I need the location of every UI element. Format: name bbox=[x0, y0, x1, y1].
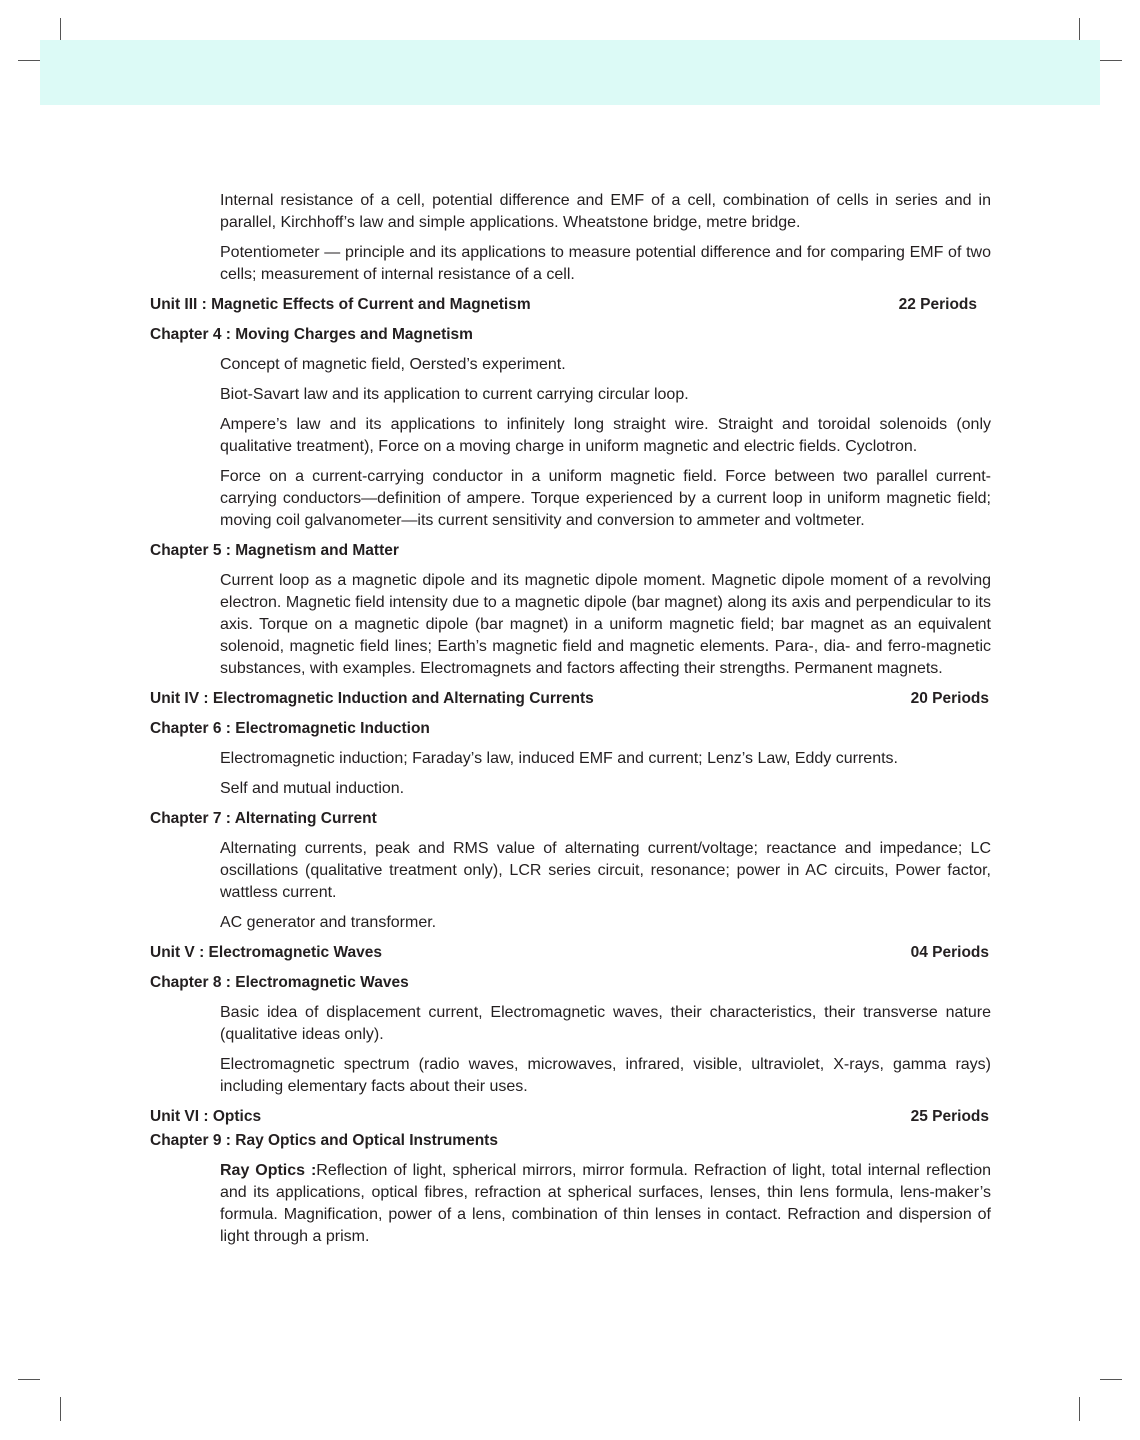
paragraph: Electromagnetic induction; Faraday’s law, induced EMF and current; Lenz’s Law, Eddy currents. bbox=[220, 750, 898, 767]
crop-mark-top-right-horizontal bbox=[1100, 60, 1122, 61]
unit-periods: 22 Periods bbox=[898, 296, 977, 313]
chapter-title: Chapter 4 : Moving Charges and Magnetism bbox=[150, 326, 473, 343]
chapter-title: Chapter 6 : Electromagnetic Induction bbox=[150, 720, 430, 737]
header-band bbox=[40, 40, 1100, 105]
unit-heading bbox=[150, 294, 991, 316]
chapter-heading bbox=[150, 540, 991, 562]
unit-heading bbox=[150, 1106, 991, 1128]
crop-mark-bottom-left-vertical bbox=[60, 1397, 61, 1421]
ray-optics-text: Reflection of light, spherical mirrors, mirror formula. Refraction of light, total internal reflection and its applications, optical fibres, refraction at spherical surfaces, lenses, thin lens formula, lens-maker’s formula. Magnification, power of a lens, combination of thin lenses in contact. Refraction and dispersion of light through a prism. bbox=[220, 1162, 992, 1245]
ray-optics-lead: Ray Optics : bbox=[220, 1162, 317, 1179]
paragraph: Concept of magnetic field, Oersted’s experiment. bbox=[220, 356, 566, 373]
paragraph: Force on a current-carrying conductor in a uniform magnetic field. Force between two parallel current-carrying conductors—definition of ampere. Torque experienced by a current loop in uniform magnetic field; moving coil galvanometer—its current sensitivity and conversion to ammeter and voltmeter. bbox=[220, 468, 991, 529]
crop-mark-top-left-vertical bbox=[60, 18, 61, 42]
unit-title: Unit III : Magnetic Effects of Current and Magnetism bbox=[150, 296, 531, 313]
crop-mark-bottom-right-vertical bbox=[1079, 1397, 1080, 1421]
chapter-heading bbox=[150, 324, 991, 346]
unit-title: Unit V : Electromagnetic Waves bbox=[150, 944, 382, 961]
paragraph: Basic idea of displacement current, Electromagnetic waves, their characteristics, their transverse nature (qualitative ideas only). bbox=[220, 1004, 991, 1043]
unit-title: Unit VI : Optics bbox=[150, 1108, 262, 1125]
paragraph: Alternating currents, peak and RMS value of alternating current/voltage; reactance and impedance; LC oscillations (qualitative treatment only), LCR series circuit, resonance; power in AC circuits, Power factor, wattless current. bbox=[220, 840, 991, 901]
paragraph: Current loop as a magnetic dipole and its magnetic dipole moment. Magnetic dipole moment of a revolving electron. Magnetic field intensity due to a magnetic dipole (bar magnet) along its axis and perpendicular to its axis. Torque on a magnetic dipole (bar magnet) in a uniform magnetic field; bar magnet as an equivalent solenoid, magnetic field lines; Earth’s magnetic field and magnetic elements. Para-, dia- and ferro-magnetic substances, with examples. Electromagnets and factors affecting their strengths. Permanent magnets. bbox=[220, 572, 991, 677]
unit-periods: 04 Periods bbox=[910, 944, 989, 961]
chapter-title: Chapter 7 : Alternating Current bbox=[150, 810, 377, 827]
chapter-heading bbox=[150, 972, 991, 994]
unit-heading bbox=[150, 942, 991, 964]
paragraph: Biot-Savart law and its application to current carrying circular loop. bbox=[220, 386, 689, 403]
chapter-title: Chapter 8 : Electromagnetic Waves bbox=[150, 974, 409, 991]
paragraph: Electromagnetic spectrum (radio waves, microwaves, infrared, visible, ultraviolet, X-rays, gamma rays) including elementary facts about their uses. bbox=[220, 1056, 991, 1095]
crop-mark-top-right-vertical bbox=[1079, 18, 1080, 42]
syllabus-content bbox=[150, 190, 991, 1256]
chapter-heading bbox=[150, 718, 991, 740]
crop-mark-bottom-right-horizontal bbox=[1100, 1379, 1122, 1380]
unit-title: Unit IV : Electromagnetic Induction and Alternating Currents bbox=[150, 690, 594, 707]
paragraph: Potentiometer — principle and its applications to measure potential difference and for comparing EMF of two cells; measurement of internal resistance of a cell. bbox=[220, 244, 991, 283]
crop-mark-top-left-horizontal bbox=[18, 60, 40, 61]
chapter-heading bbox=[150, 1130, 991, 1152]
unit-periods: 20 Periods bbox=[910, 690, 989, 707]
paragraph: Self and mutual induction. bbox=[220, 780, 405, 797]
chapter-title: Chapter 5 : Magnetism and Matter bbox=[150, 542, 399, 559]
chapter-title: Chapter 9 : Ray Optics and Optical Instruments bbox=[150, 1132, 498, 1149]
unit-periods: 25 Periods bbox=[910, 1108, 989, 1125]
paragraph-ray-optics bbox=[220, 1160, 991, 1248]
paragraph: AC generator and transformer. bbox=[220, 914, 437, 931]
paragraph: Ampere’s law and its applications to infinitely long straight wire. Straight and toroidal solenoids (only qualitative treatment), Force on a moving charge in uniform magnetic and electric fields. Cyclotron. bbox=[220, 416, 991, 455]
unit-heading bbox=[150, 688, 991, 710]
crop-mark-bottom-left-horizontal bbox=[18, 1379, 40, 1380]
paragraph: Internal resistance of a cell, potential difference and EMF of a cell, combination of cells in series and in parallel, Kirchhoff’s law and simple applications. Wheatstone bridge, metre bridge. bbox=[220, 192, 991, 231]
chapter-heading bbox=[150, 808, 991, 830]
